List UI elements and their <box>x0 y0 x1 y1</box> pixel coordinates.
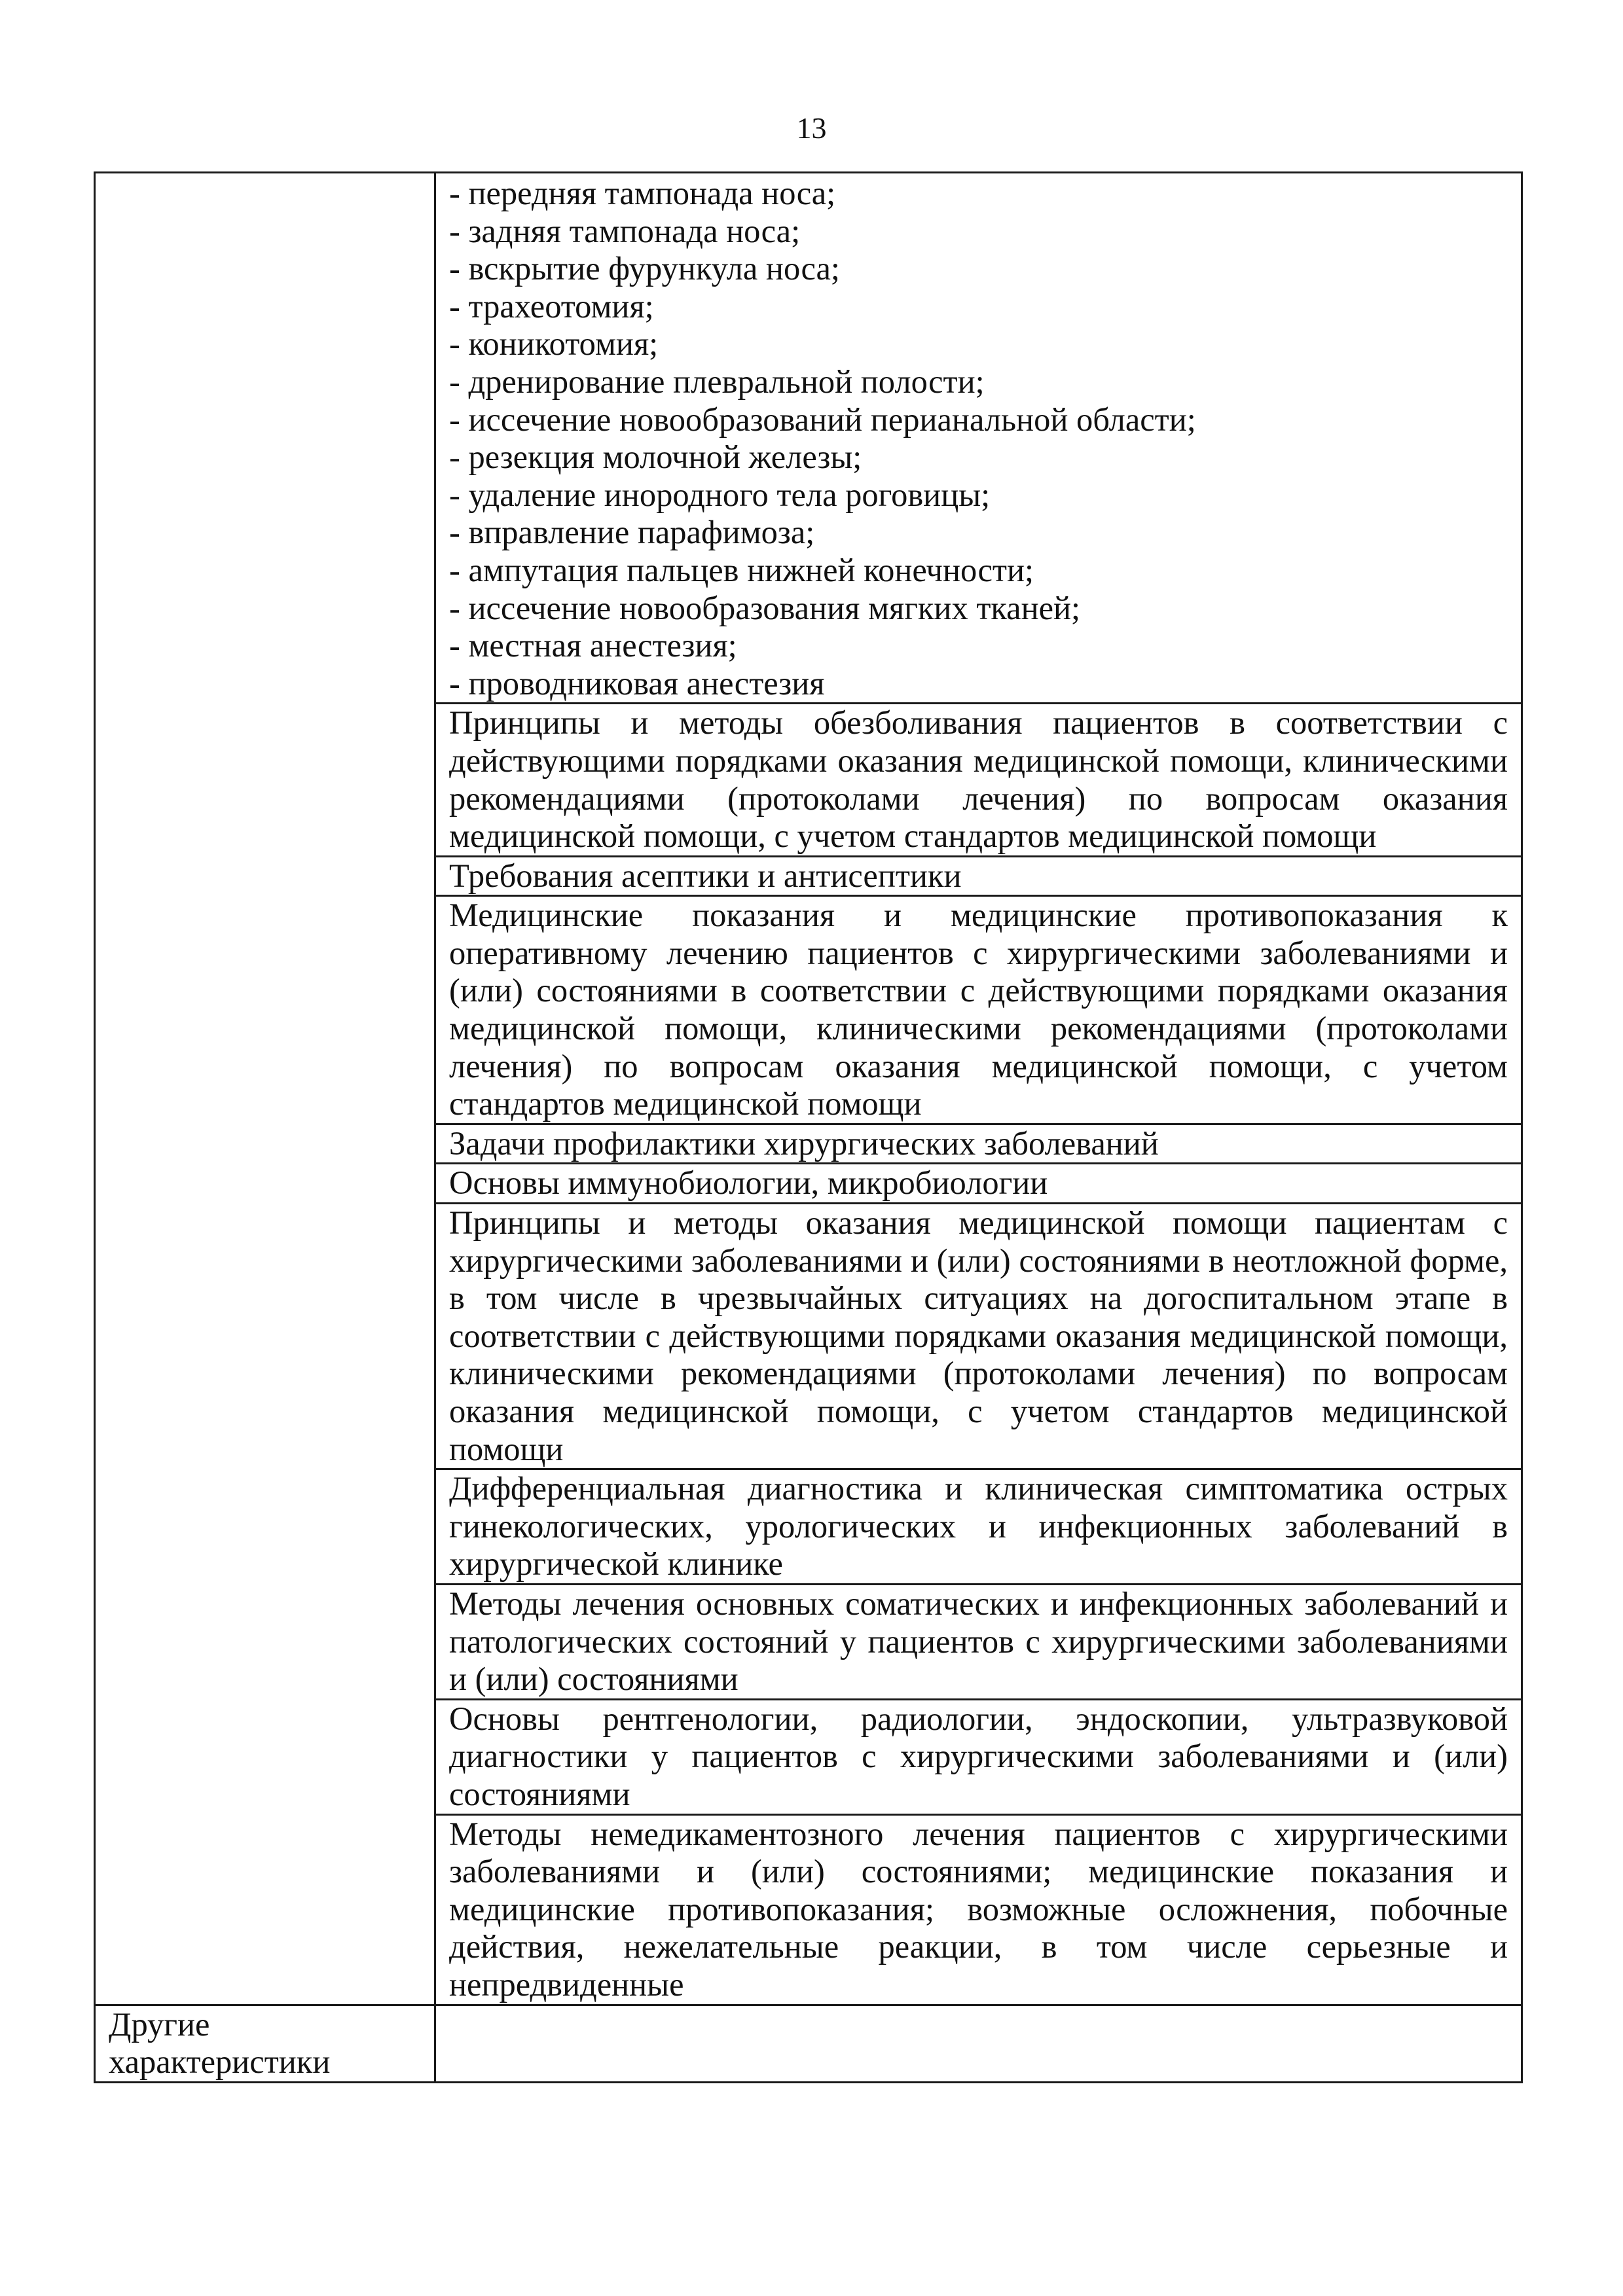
table-row <box>95 2005 1522 2082</box>
knowledge-text: Методы немедикаментозного лечения пациентов с хирургическими заболеваниями и (или) состояниями; медицинские показания и медицинские противопоказания; возможные осложнения, побочные действия, нежелательные реакции, в том числе серьезные и непредвиденные <box>449 1815 1508 2003</box>
list-item: - иссечение новообразований перианальной области; <box>449 401 1196 438</box>
knowledge-cell <box>435 1469 1522 1585</box>
knowledge-cell <box>435 1814 1522 2005</box>
other-characteristics-label: Другие характеристики <box>109 2005 331 2081</box>
list-item: - задняя тампонада носа; <box>449 212 801 249</box>
knowledge-cell <box>435 1204 1522 1469</box>
knowledge-text: Медицинские показания и медицинские противопоказания к оперативному лечению пациентов с хирургическими заболеваниями и (или) состояниями в соответствии с действующими порядками оказания медицинской помощи, клиническими рекомендациями (протоколами лечения) по вопросам оказания медицинской помощи, с учетом стандартов медицинской помощи <box>449 897 1508 1122</box>
knowledge-text: Дифференциальная диагностика и клиническая симптоматика острых гинекологических, урологических и инфекционных заболеваний в хирургической клинике <box>449 1470 1508 1583</box>
list-item: - удаление инородного тела роговицы; <box>449 476 991 513</box>
list-item: - дренирование плевральной полости; <box>449 363 985 400</box>
list-item: - ампутация пальцев нижней конечности; <box>449 551 1034 588</box>
qualification-table <box>94 171 1523 2083</box>
knowledge-cell <box>435 1124 1522 1164</box>
knowledge-text: Основы рентгенологии, радиологии, эндоскопии, ультразвуковой диагностики у пациентов с хирургическими заболеваниями и (или) состояниями <box>449 1700 1508 1812</box>
knowledge-cell <box>435 1699 1522 1814</box>
knowledge-text: Основы иммунобиологии, микробиологии <box>449 1164 1048 1202</box>
knowledge-cell <box>435 896 1522 1124</box>
table-row <box>95 173 1522 704</box>
knowledge-text: Задачи профилактики хирургических заболеваний <box>449 1124 1159 1162</box>
knowledge-text: Принципы и методы оказания медицинской помощи пациентам с хирургическими заболеваниями и (или) состояниями в неотложной форме, в том числе в чрезвычайных ситуациях на догоспитальном этапе в соответствии с действующими порядками оказания медицинской помощи, клиническими рекомендациями (протоколами лечения) по вопросам оказания медицинской помощи, с учетом стандартов медицинской помощи <box>449 1204 1508 1467</box>
knowledge-cell <box>435 1164 1522 1204</box>
list-item: - передняя тампонада носа; <box>449 175 836 211</box>
list-item: - проводниковая анестезия <box>449 664 825 702</box>
procedures-list-cell <box>435 173 1522 704</box>
page-number: 13 <box>796 111 827 145</box>
knowledge-text: Принципы и методы обезболивания пациентов в соответствии с действующими порядками оказания медицинской помощи, клиническими рекомендациями (протоколами лечения) по вопросам оказания медицинской помощи, с учетом стандартов медицинской помощи <box>449 704 1508 855</box>
knowledge-text: Требования асептики и антисептики <box>449 857 962 894</box>
other-characteristics-value-cell <box>435 2005 1522 2082</box>
list-item: - трахеотомия; <box>449 287 654 325</box>
list-item: - вправление парафимоза; <box>449 514 815 551</box>
knowledge-cell <box>435 856 1522 896</box>
list-item: - резекция молочной железы; <box>449 439 862 476</box>
list-item: - иссечение новообразования мягких тканей; <box>449 589 1081 626</box>
list-item: - вскрытие фурункула носа; <box>449 250 840 287</box>
knowledge-cell <box>435 1584 1522 1699</box>
other-characteristics-label-cell <box>95 2005 435 2082</box>
list-item: - коникотомия; <box>449 325 659 363</box>
list-item: - местная анестезия; <box>449 627 737 664</box>
knowledge-text: Методы лечения основных соматических и инфекционных заболеваний и патологических состояний у пациентов с хирургическими заболеваниями и (или) состояниями <box>449 1585 1508 1698</box>
knowledge-cell <box>435 704 1522 856</box>
left-column-cell <box>95 173 435 2005</box>
